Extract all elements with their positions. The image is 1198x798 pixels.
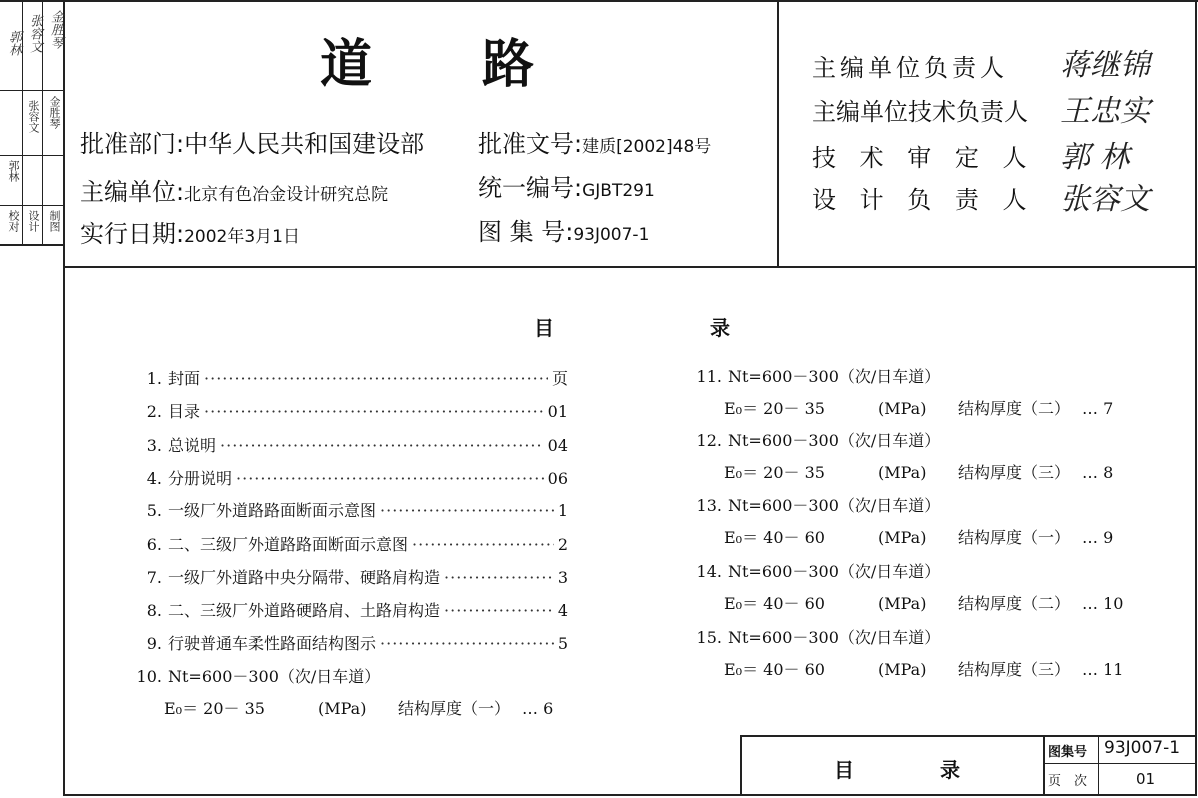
approval-no-label: 批准文号:	[478, 130, 583, 158]
toc-item	[128, 498, 568, 521]
signature-design: 张容文	[27, 14, 42, 53]
toc-item-page: 2	[557, 535, 568, 554]
toc-item-leader	[220, 436, 544, 455]
toc-item-number: 14.	[696, 562, 722, 581]
toc-item-title: 一级厂外道路中央分隔带、硬路肩构造	[168, 568, 441, 587]
toc-item	[688, 364, 940, 387]
toc-item-load-range: Nt=600－300（次/日车道）	[728, 367, 941, 386]
toc-item-leader	[204, 369, 548, 388]
toc-item-number: 4.	[146, 469, 162, 488]
toc-item-title: 目录	[168, 402, 201, 421]
header-bottom-rule	[63, 266, 1197, 268]
atlas-no-value: 93J007-1	[573, 225, 650, 245]
toc-item	[128, 466, 568, 489]
unified-no-row	[478, 168, 655, 203]
toc-item	[128, 399, 568, 422]
footer-page-label: 页 次	[1048, 774, 1088, 789]
toc-item	[128, 565, 568, 588]
toc-item-page: … 10	[1082, 594, 1124, 613]
toc-item-number: 10.	[136, 667, 162, 686]
approval-dept-row	[80, 124, 424, 159]
footer-top	[740, 735, 1197, 737]
role-proofread: 校对	[7, 210, 20, 232]
toc-item-title: 二、三级厂外道路硬路肩、土路肩构造	[168, 601, 441, 620]
toc-item-leader	[380, 501, 554, 520]
toc-item-title: 二、三级厂外道路路面断面示意图	[168, 535, 409, 554]
toc-item-number: 2.	[146, 402, 162, 421]
role-drawing: 制图	[48, 210, 61, 232]
toc-item-number: 1.	[146, 369, 162, 388]
frame-bottom	[63, 794, 1197, 796]
atlas-no-label: 图 集 号:	[478, 218, 574, 246]
editor-unit-row	[80, 172, 388, 207]
toc-item-page: 4	[557, 601, 568, 620]
toc-item-number: 9.	[146, 634, 162, 653]
toc-item-unit: (MPa)	[878, 463, 927, 482]
toc-item	[128, 532, 568, 555]
footer-title-right: 录	[940, 758, 960, 782]
signature-reviewer: 郭 林	[1060, 140, 1130, 175]
toc-item-number: 6.	[146, 535, 162, 554]
toc-item-unit: (MPa)	[878, 528, 927, 547]
resp-role-reviewer: 技 术 审 定 人	[812, 144, 1035, 172]
toc-heading-right: 录	[710, 316, 730, 340]
toc-item-page: 页	[551, 369, 568, 388]
toc-item-detail	[724, 591, 1123, 614]
name-design: 张容文	[27, 100, 40, 133]
toc-item-number: 8.	[146, 601, 162, 620]
toc-item-desc: 结构厚度（二）	[958, 399, 1071, 418]
unified-no-value: GJBT291	[582, 181, 655, 201]
toc-item-page: … 11	[1082, 660, 1124, 679]
toc-item-detail	[724, 657, 1123, 680]
toc-item-title: 封面	[168, 369, 201, 388]
toc-item	[688, 559, 940, 582]
toc-item-unit: (MPa)	[878, 594, 927, 613]
toc-item-desc: 结构厚度（三）	[958, 463, 1071, 482]
toc-item-title: 分册说明	[168, 469, 233, 488]
toc-item-page: … 7	[1082, 399, 1114, 418]
frame-right	[1195, 0, 1197, 796]
toc-item-detail	[164, 696, 553, 719]
unified-no-label: 统一编号:	[478, 174, 583, 202]
toc-item-number: 11.	[696, 367, 722, 386]
frame-left-strip-edge	[63, 0, 65, 796]
toc-item-load-range: Nt=600－300（次/日车道）	[728, 562, 941, 581]
toc-item-page: … 6	[522, 699, 554, 718]
toc-item-leader	[444, 568, 554, 587]
toc-item-leader	[380, 634, 554, 653]
footer-col-2	[1098, 735, 1099, 796]
toc-item-page: 06	[547, 469, 568, 488]
toc-item	[128, 433, 568, 456]
footer-row	[1043, 763, 1197, 764]
toc-item-leader	[236, 469, 544, 488]
editor-unit-value: 北京有色冶金设计研究总院	[184, 185, 389, 205]
toc-item-load-range: Nt=600－300（次/日车道）	[168, 667, 381, 686]
atlas-no-row	[478, 212, 649, 247]
effective-date-label: 实行日期:	[80, 220, 185, 248]
name-drawing: 金胜琴	[48, 96, 61, 129]
toc-item-page: 1	[557, 501, 568, 520]
signature-editor-head: 蒋继锦	[1060, 48, 1150, 83]
role-design: 设计	[27, 210, 40, 232]
toc-item	[128, 598, 568, 621]
effective-date-row	[80, 214, 300, 249]
toc-item	[688, 428, 940, 451]
toc-item-number: 5.	[146, 501, 162, 520]
toc-item-leader	[412, 535, 554, 554]
signature-designer: 张容文	[1060, 182, 1150, 217]
approval-dept-value: 中华人民共和国建设部	[184, 130, 425, 158]
toc-item-page: 3	[557, 568, 568, 587]
footer-col-1	[1043, 735, 1045, 796]
toc-item-number: 13.	[696, 496, 722, 515]
toc-item	[128, 366, 568, 389]
signature-proofread: 郭林	[6, 30, 21, 56]
toc-item	[128, 631, 568, 654]
toc-item-number: 15.	[696, 628, 722, 647]
strip-bottom-rule	[0, 244, 65, 246]
header-divider	[777, 0, 779, 266]
toc-item-leader	[444, 601, 554, 620]
toc-item-modulus: E₀＝ 40－ 60	[724, 660, 825, 679]
toc-item-load-range: Nt=600－300（次/日车道）	[728, 496, 941, 515]
toc-item-load-range: Nt=600－300（次/日车道）	[728, 628, 941, 647]
toc-item-page: 5	[557, 634, 568, 653]
toc-item-detail	[724, 460, 1113, 483]
toc-item-title: 行驶普通车柔性路面结构图示	[168, 634, 377, 653]
toc-item-title: 一级厂外道路路面断面示意图	[168, 501, 377, 520]
toc-item-desc: 结构厚度（三）	[958, 660, 1071, 679]
toc-item-number: 3.	[146, 436, 162, 455]
toc-item-desc: 结构厚度（一）	[398, 699, 511, 718]
frame-top	[0, 0, 1198, 2]
effective-date-value: 2002年3月1日	[184, 227, 300, 247]
footer-left	[740, 735, 742, 796]
signature-tech-head: 王忠实	[1060, 94, 1150, 129]
toc-item-modulus: E₀＝ 40－ 60	[724, 528, 825, 547]
strip-row-3	[0, 205, 63, 206]
toc-item-unit: (MPa)	[878, 399, 927, 418]
footer-page-value: 01	[1136, 770, 1156, 788]
toc-item-detail	[724, 396, 1113, 419]
resp-role-tech-head: 主编单位技术负责人	[812, 98, 1028, 126]
approval-dept-label: 批准部门:	[80, 130, 185, 158]
toc-item-number: 7.	[146, 568, 162, 587]
toc-item-unit: (MPa)	[318, 699, 367, 718]
strip-row-2	[0, 155, 63, 156]
toc-item-modulus: E₀＝ 40－ 60	[724, 594, 825, 613]
toc-heading-left: 目	[534, 316, 554, 340]
toc-item-modulus: E₀＝ 20－ 35	[724, 463, 825, 482]
strip-row-1	[0, 90, 63, 91]
page-title: 道 路	[320, 34, 537, 95]
toc-item	[688, 493, 940, 516]
approval-no-value: 建质[2002]48号	[582, 137, 712, 157]
footer-title-left: 目	[834, 758, 854, 782]
toc-item	[128, 664, 380, 687]
toc-item-title: 总说明	[168, 436, 217, 455]
toc-item-modulus: E₀＝ 20－ 35	[724, 399, 825, 418]
toc-item-desc: 结构厚度（一）	[958, 528, 1071, 547]
toc-item-unit: (MPa)	[878, 660, 927, 679]
signature-drawing: 金胜琴	[48, 10, 63, 49]
toc-item-number: 12.	[696, 431, 722, 450]
toc-item-modulus: E₀＝ 20－ 35	[164, 699, 265, 718]
toc-item-page: 04	[547, 436, 568, 455]
footer-atlas-value: 93J007-1	[1104, 738, 1181, 758]
toc-item-page: 01	[547, 402, 568, 421]
resp-role-editor-head: 主编单位负责人	[812, 54, 1008, 82]
approval-no-row	[478, 124, 711, 159]
toc-item	[688, 625, 940, 648]
toc-item-desc: 结构厚度（二）	[958, 594, 1071, 613]
name-proofread: 郭林	[7, 160, 20, 182]
footer-atlas-label: 图集号	[1048, 745, 1088, 760]
editor-unit-label: 主编单位:	[80, 178, 185, 206]
resp-role-designer: 设 计 负 责 人	[812, 186, 1035, 214]
toc-item-detail	[724, 525, 1113, 548]
toc-item-load-range: Nt=600－300（次/日车道）	[728, 431, 941, 450]
toc-item-page: … 8	[1082, 463, 1114, 482]
toc-item-leader	[204, 402, 544, 421]
toc-item-page: … 9	[1082, 528, 1114, 547]
